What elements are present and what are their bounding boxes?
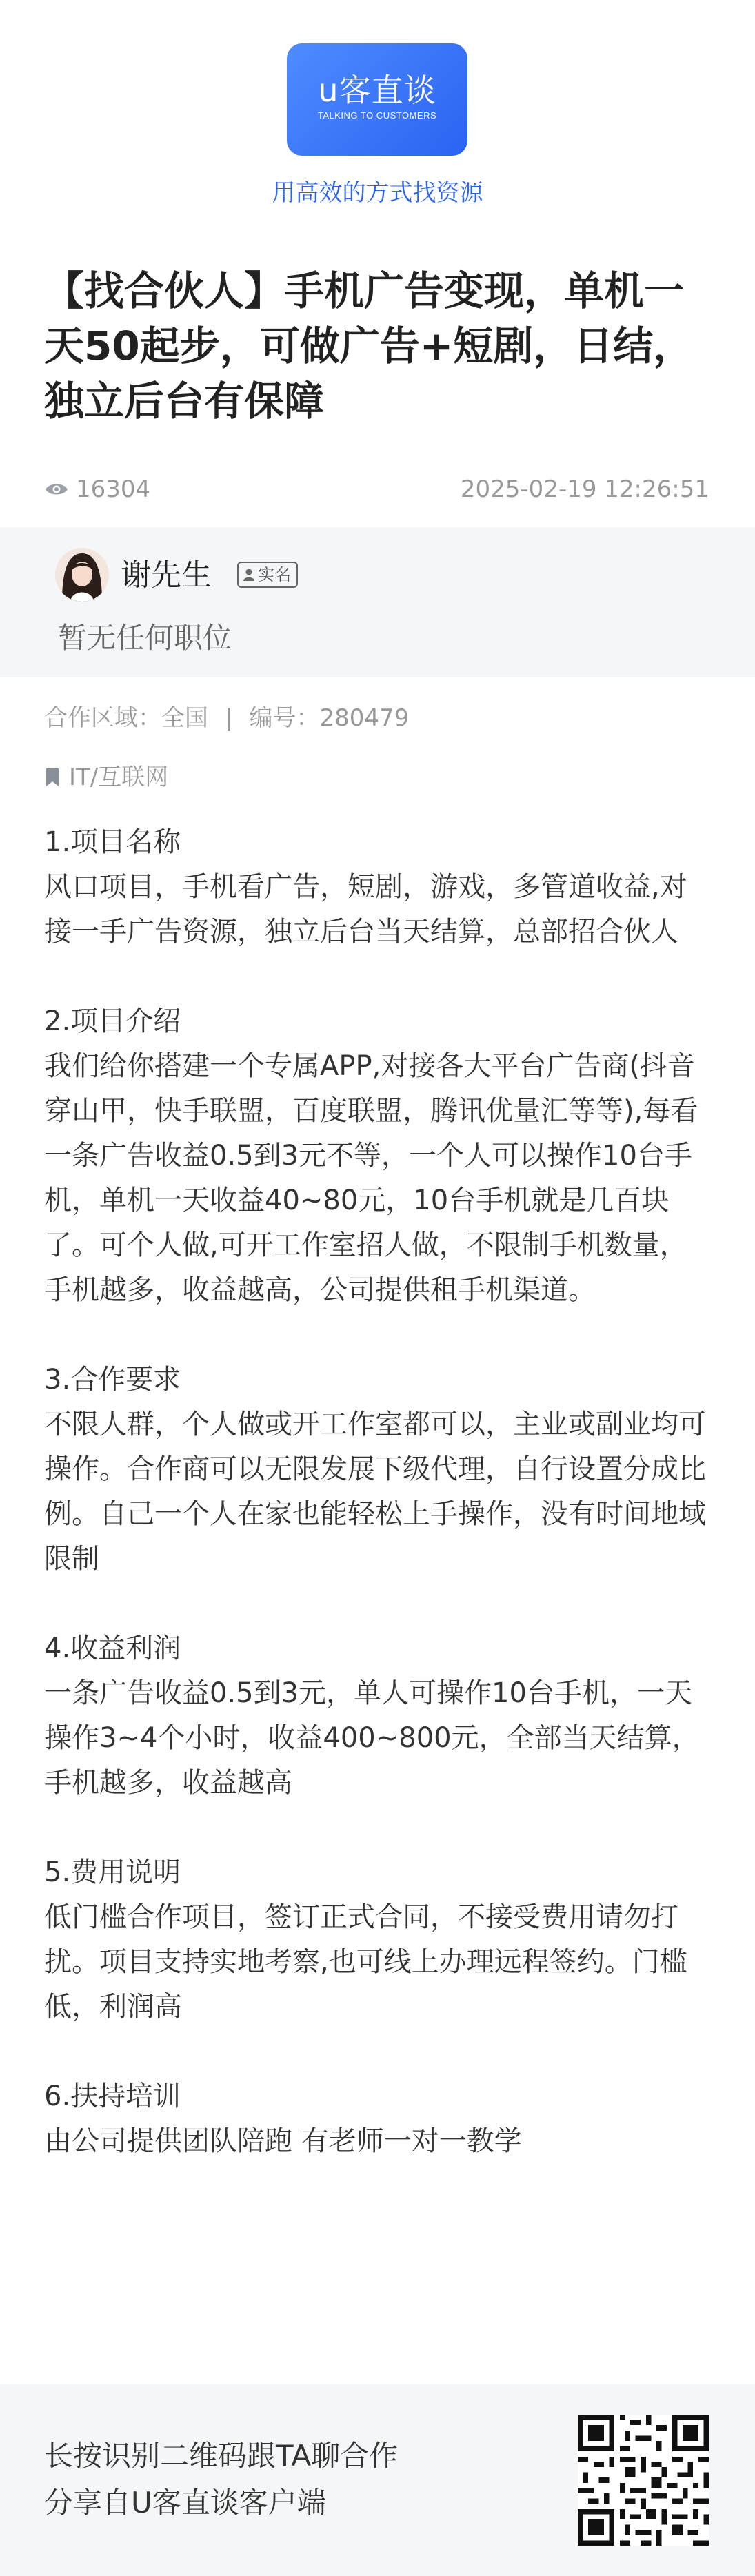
user-position: 暂无任何职位 [58,621,232,655]
qr-code[interactable] [578,2415,709,2546]
content-section [44,1626,713,1806]
industry-label: IT/互联网 [69,764,169,791]
verified-badge [237,562,298,588]
content-section [44,2074,713,2164]
content-section [44,820,713,954]
post-meta [44,473,709,506]
content-section [44,1850,713,2030]
avatar-image [55,548,109,602]
logo-sub-text: TALKING TO CUSTOMERS [317,110,437,121]
user-card[interactable] [0,527,755,677]
person-icon [243,568,255,582]
avatar[interactable] [55,548,109,602]
section-body: 不限人群，个人做或开工作室都可以，主业或副业均可操作。合作商可以无限发展下级代理，自行设置分成比例。自己一个人在家也能轻松上手操作，没有时间地域限制 [44,1409,706,1575]
post-datetime: 2025-02-19 12:26:51 [460,476,709,503]
content-section [44,1358,713,1582]
eye-icon [44,481,69,498]
section-heading: 6.扶持培训 [44,2081,181,2112]
share-footer [0,2384,755,2576]
cooperation-region: 合作区域：全国 [44,704,208,732]
content-section [44,999,713,1313]
section-heading: 4.收益利润 [44,1633,181,1664]
post-content [44,820,713,2209]
section-heading: 2.项目介绍 [44,1005,181,1037]
view-count [44,473,150,506]
user-name: 谢先生 [121,558,212,593]
post-title: 【找合伙人】手机广告变现，单机一天50起步，可做广告+短剧，日结，独立后台有保障 [44,267,694,425]
section-heading: 5.费用说明 [44,1857,181,1888]
app-logo [287,43,467,156]
section-body: 我们给你搭建一个专属APP,对接各大平台广告商(抖音穿山甲，快手联盟，百度联盟，腾讯优量汇等等),每看一条广告收益0.5到3元不等，一个人可以操作10台手机，单机一天收益40~80元，10台手机就是几百块了。可个人做,可开工作室招人做，不限制手机数量，手机越多，收益越高，公司提供租手机渠道。 [44,1050,698,1306]
info-separator: | [225,704,233,732]
bookmark-icon [44,767,61,788]
footer-qr-hint: 长按识别二维码跟TA聊合作 [44,2439,399,2473]
slogan: 用高效的方式找资源 [272,179,483,207]
post-number: 编号：280479 [249,704,410,732]
section-heading: 1.项目名称 [44,826,181,858]
section-body: 风口项目，手机看广告，短剧，游戏，多管道收益,对接一手广告资源，独立后台当天结算，总部招合伙人 [44,871,687,948]
section-body: 一条广告收益0.5到3元，单人可操作10台手机，一天操作3~4个小时，收益400~800元，全部当天结算，手机越多，收益越高 [44,1677,700,1799]
cooperation-info [44,702,409,735]
section-body: 低门槛合作项目，签订正式合同，不接受费用请勿打扰。项目支持实地考察,也可线上办理远程签约。门槛低，利润高 [44,1901,687,2023]
footer-share-source: 分享自U客直谈客户端 [44,2486,326,2519]
verified-label: 实名 [258,565,291,584]
section-heading: 3.合作要求 [44,1364,181,1396]
logo-main-text: u客直谈 [318,72,436,109]
footer-text [44,2433,398,2526]
view-count-value: 16304 [76,476,151,503]
section-body: 由公司提供团队陪跑 有老师一对一教学 [44,2125,522,2157]
industry-tag[interactable] [44,761,168,794]
